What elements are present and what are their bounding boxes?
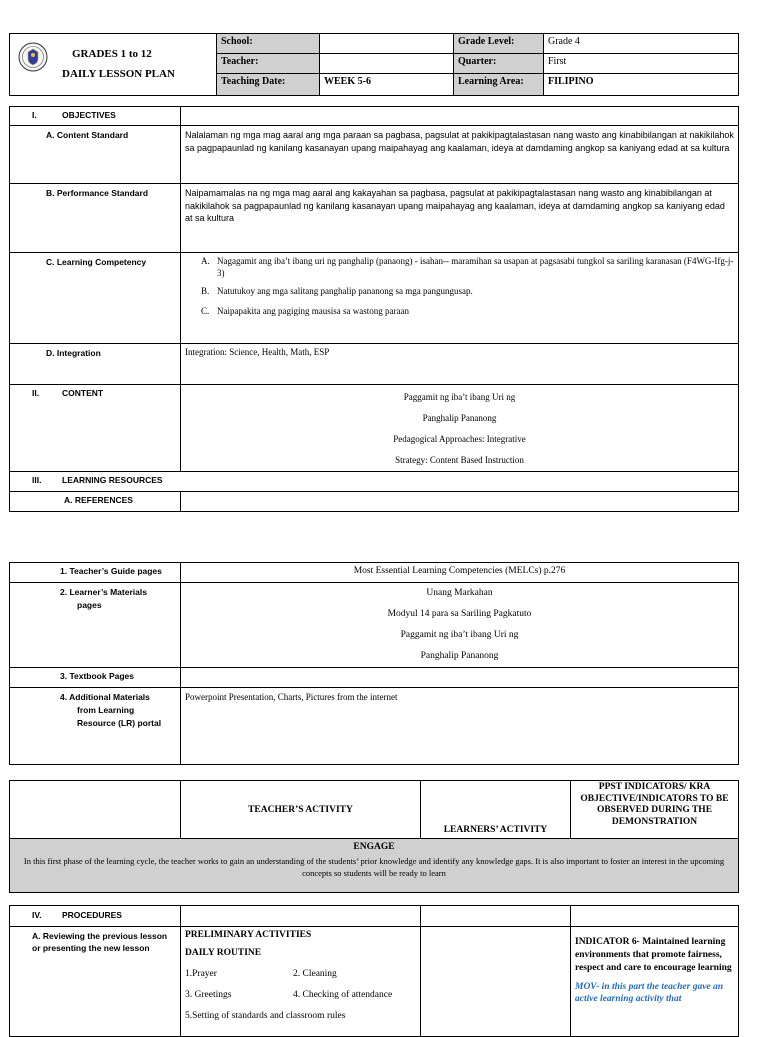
daily-routine-title: DAILY ROUTINE <box>185 948 262 958</box>
performance-standard-text: Naipamamalas na ng mga mag aaral ang kakayahan sa pagbasa, pagsulat at pakikipagtalastasan nang wasto ang kinabibilangan at nakikilahok sa pagpapaunlad ng kanilang kasanayan upang maipahayag ang kaalaman, ideya at damdaming angkop sa kaniyang edad at sa kultura <box>181 184 739 253</box>
additional-materials-label <box>10 688 181 765</box>
content-label: CONTENT <box>62 388 104 398</box>
teachers-guide-text: Most Essential Learning Competencies (MELCs) p.276 <box>181 563 739 583</box>
engage-cell <box>10 839 739 893</box>
activity-blank <box>10 781 181 839</box>
preliminary-cell <box>181 927 421 1037</box>
lm-label-line: 2. Learner’s Materials <box>60 587 147 597</box>
lm-line: Unang Markahan <box>426 588 493 598</box>
competency-text: Natutukoy ang mga salitang panghalip pananong sa mga pangungusap. <box>217 286 473 296</box>
am-label-line: 4. Additional Materials <box>60 692 150 702</box>
competency-letter: A. <box>201 256 210 266</box>
integration-label: D. Integration <box>10 344 181 385</box>
competency-letter: B. <box>201 286 210 296</box>
references-label: A. REFERENCES <box>10 492 181 512</box>
quarter-label: Quarter: <box>454 54 544 74</box>
teacher-value <box>320 54 454 74</box>
integration-text: Integration: Science, Health, Math, ESP <box>181 344 739 385</box>
resources-num: III. <box>32 475 42 485</box>
learners-empty <box>421 927 571 1037</box>
proc-empty <box>571 906 739 927</box>
competency-text: Naipapakita ang pagiging mausisa sa wastong paraan <box>217 306 409 316</box>
procedures-table <box>9 905 739 1037</box>
preliminary-title: PRELIMINARY ACTIVITIES <box>185 930 312 940</box>
routine-item: 3. Greetings <box>185 990 232 1000</box>
learners-activity-heading: LEARNERS’ ACTIVITY <box>421 781 571 839</box>
content-line: Strategy: Content Based Instruction <box>395 455 524 465</box>
objectives-heading <box>10 107 181 126</box>
mov-text: MOV- in this part the teacher gave an active learning activity that <box>575 982 724 1004</box>
review-label-text: A. Reviewing the previous lesson or presenting the new lesson <box>32 931 168 953</box>
references-empty <box>181 492 739 512</box>
teaching-date-label: Teaching Date: <box>217 74 320 96</box>
content-standard-text: Nalalaman ng mga mag aaral ang mga paraan sa pagbasa, pagsulat at pakikipagtalastasan nang wasto ang kinabibilangan at nakikilahok sa pagpapaunlad ng kanilang kasanayan upang maipahayag ang kaalaman, ideya at damdaming angkop sa kaniyang edad at sa kultura <box>181 126 739 184</box>
objectives-empty <box>181 107 739 126</box>
competency-item <box>201 285 734 297</box>
grade-level-value: Grade 4 <box>544 34 739 54</box>
competency-letter: C. <box>201 306 210 316</box>
teachers-activity-heading: TEACHER’S ACTIVITY <box>181 781 421 839</box>
additional-materials-text: Powerpoint Presentation, Charts, Pictures from the internet <box>181 688 739 765</box>
textbook-pages-label: 3. Textbook Pages <box>10 668 181 688</box>
teachers-guide-label: 1. Teacher’s Guide pages <box>10 563 181 583</box>
textbook-pages-empty <box>181 668 739 688</box>
engage-title: ENGAGE <box>353 842 395 852</box>
header-title-2: DAILY LESSON PLAN <box>62 68 175 80</box>
indicator-text: INDICATOR 6- Maintained learning environments that promote fairness, respect and care to encourage learning <box>575 937 732 973</box>
objectives-table <box>9 106 739 512</box>
objectives-label: OBJECTIVES <box>62 110 116 120</box>
indicator-cell <box>571 927 739 1037</box>
school-value <box>320 34 454 54</box>
header-table <box>9 33 739 96</box>
school-label: School: <box>217 34 320 54</box>
content-standard-label: A. Content Standard <box>10 126 181 184</box>
procedures-num: IV. <box>32 910 42 920</box>
routine-item: 2. Cleaning <box>293 969 337 979</box>
lm-line: Panghalip Pananong <box>420 651 499 661</box>
references-table <box>9 562 739 765</box>
grade-level-label: Grade Level: <box>454 34 544 54</box>
procedures-label: PROCEDURES <box>62 910 122 920</box>
content-line: Pedagogical Approaches: Integrative <box>393 434 526 444</box>
competency-item <box>201 305 734 317</box>
am-label-line: from Learning <box>77 705 135 715</box>
performance-standard-label: B. Performance Standard <box>10 184 181 253</box>
learning-competency-label: C. Learning Competency <box>10 253 181 344</box>
competency-item <box>201 255 734 279</box>
header-title-1: GRADES 1 to 12 <box>72 48 152 60</box>
competency-list <box>181 253 739 344</box>
routine-item: 1.Prayer <box>185 969 217 979</box>
teacher-label: Teacher: <box>217 54 320 74</box>
resources-label: LEARNING RESOURCES <box>62 475 163 485</box>
activity-header-table <box>9 780 739 893</box>
header-title-cell <box>10 34 217 96</box>
content-body <box>181 385 739 472</box>
quarter-value: First <box>544 54 739 74</box>
review-label <box>10 927 181 1037</box>
routine-item: 4. Checking of attendance <box>293 990 393 1000</box>
content-line: Paggamit ng iba’t ibang Uri ng <box>403 392 516 402</box>
engage-text: In this first phase of the learning cycle, the teacher works to gain an understanding of the students’ prior knowledge and identify any knowledge gaps. It is also important to foster an interest in the upcoming concepts so students will be ready to learn <box>23 856 725 878</box>
deped-seal-icon <box>18 42 48 72</box>
procedures-heading <box>10 906 181 927</box>
ppst-heading: PPST INDICATORS/ KRA OBJECTIVE/INDICATORS TO BE OBSERVED DURING THE DEMONSTRATION <box>571 781 739 839</box>
proc-empty <box>421 906 571 927</box>
content-heading <box>10 385 181 472</box>
learning-area-value: FILIPINO <box>544 74 739 96</box>
teaching-date-value: WEEK 5-6 <box>320 74 454 96</box>
content-line: Panghalip Pananong <box>422 413 497 423</box>
lm-label-line: pages <box>77 600 102 610</box>
learning-area-label: Learning Area: <box>454 74 544 96</box>
learners-materials-body <box>181 583 739 668</box>
learning-resources-heading <box>10 472 739 492</box>
learners-materials-label <box>10 583 181 668</box>
proc-empty <box>181 906 421 927</box>
lm-line: Paggamit ng iba’t ibang Uri ng <box>400 630 519 640</box>
objectives-num: I. <box>32 110 37 120</box>
am-label-line: Resource (LR) portal <box>77 718 162 728</box>
lm-line: Modyul 14 para sa Sariling Pagkatuto <box>387 609 532 619</box>
routine-row <box>185 964 416 985</box>
content-num: II. <box>32 388 40 398</box>
routine-row <box>185 985 416 1006</box>
competency-text: Nagagamit ang iba’t ibang uri ng panghalip (panaong) - isahan-- maramihan sa usapan at pagsasabi tungkol sa sariling karanasan (F4WG-Ifg-j-3) <box>217 256 734 278</box>
routine-item: 5.Setting of standards and classroom rules <box>185 1011 346 1021</box>
